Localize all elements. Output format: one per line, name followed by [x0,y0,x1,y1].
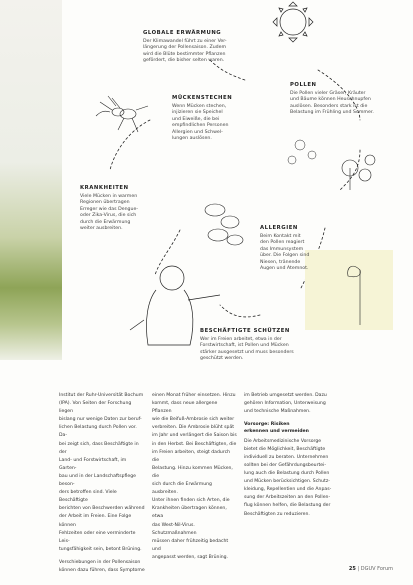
callout-text: Wenn Mücken stechen, injizieren sie Speichel und Eiweiße, die bei empfindlichen Personen Allergien und Schwel- lungen auslösen. [172,104,229,142]
pollen-grains [288,140,316,164]
callout-text: Wer im Freien arbeitet, etwa in der Forstwirtschaft, ist Pollen und Mücken stärker ausgesetzt und muss besonders geschützt werden. [200,337,294,362]
callout-title: KRANKHEITEN [80,185,129,191]
tree-drawing [342,155,375,190]
page-number [349,566,393,572]
subheading: Vorsorge: Risiken erkennen und vermeiden [244,422,309,435]
callout-mosquito [172,95,244,142]
callout-allergies [260,225,325,272]
mosquito-drawing [96,96,148,132]
body-column-1 [59,392,145,580]
callout-pollen [290,82,405,117]
sun-drawing [273,2,313,42]
callout-text: Beim Kontakt mit den Pollen reagiert das Immunsystem über. Die Folgen sind Niesen, tränende Augen und Atemnot. [260,234,310,272]
callout-text: Die Pollen vieler Gräser, Kräuter und Bäume können Heuschnupfen auslösen. Besonders stark ist die Belastung im Frühling und Sommer. [290,91,374,116]
callout-global-warming [143,30,263,65]
callout-title: POLLEN [290,82,317,88]
paragraph: einen Monat früher einsetzen. Hinzu kommt, dass neue allergene Pflanzen wie die Beifuß-Ambrosie sich weiter verbreiten. Die Ambrosie blüht spät im Jahr und verlängert die Saison bis in den Herbst. Bei Beschäftigten, die im Freien arbeiten, steigt dadurch die Belastung. Hinzu kommen Mücken, die sich durch die Erwärmung ausbreiten. Unter ihnen finden sich Arten, die Krankheiten übertragen können, etwa das West-Nil-Virus. Schutzmaßnahmen müssen daher frühzeitig bedacht und angepasst werden, sagt Brüning. [152,393,237,560]
callout-protect-workers [200,328,330,363]
callout-title: GLOBALE ERWÄRMUNG [143,30,222,36]
callout-text: Viele Mücken in warmen Regionen übertragen Erreger wie das Dengue- oder Zika-Virus, die sich durch die Erwärmung weiter ausbreiten. [80,194,139,232]
callout-text: Der Klimawandel führt zu einer Ver- längerung der Pollensaison. Zudem wird die Blüte bestimmter Pflanzen gefördert, die bisher selten waren. [143,39,227,64]
magazine-name: | DGUV Forum [357,566,393,572]
garden-photo [0,0,62,360]
callout-diseases [80,185,158,232]
paragraph: Die Arbeitsmedizinische Vorsorge bietet die Möglichkeit, Beschäftigte individuell zu beraten. Unternehmen sollten bei der Gefährdungsbeurtei- lung auch die Belastung durch Pollen und Mücken berücksichtigen. Schutz- kleidung, Repellentien und die Anpas- sung der Arbeitszeiten an den Pollen- flug können helfen, die Belastung der Beschäftigten zu reduzieren. [244,438,332,517]
callout-title: BESCHÄFTIGTE SCHÜTZEN [200,328,290,334]
paragraph: im Betrieb umgesetzt werden. Dazu gehören Information, Unterweisung und technische Maßnahmen. [244,393,327,415]
body-column-2 [152,392,238,567]
page-number-value: 25 [348,566,356,572]
callout-title: MÜCKENSTECHEN [172,95,233,101]
body-column-3 [244,392,334,524]
cells-drawing [205,204,243,245]
callout-title: ALLERGIEN [260,225,298,231]
paragraph: Institut der Ruhr-Universität Bochum (IPA). Von Seiten der Forschung liegen bislang nur wenige Daten zur beruf- lichen Belastung durch Pollen vor. Da- bei zeigt sich, dass Beschäftigte in der Land- und Forstwirtschaft, im Garten- bau und in der Landschaftspflege beson- ders betroffen sind. Viele Beschäftigte berichten von Beschwerden während der Arbeit im Freien. Eine Folge können Fehlzeiten oder eine verminderte Leis- tungsfähigkeit sein, betont Brüning. [59,393,145,552]
paragraph: Verschiebungen in der Pollensaison können dazu führen, dass Symptome [59,559,145,573]
